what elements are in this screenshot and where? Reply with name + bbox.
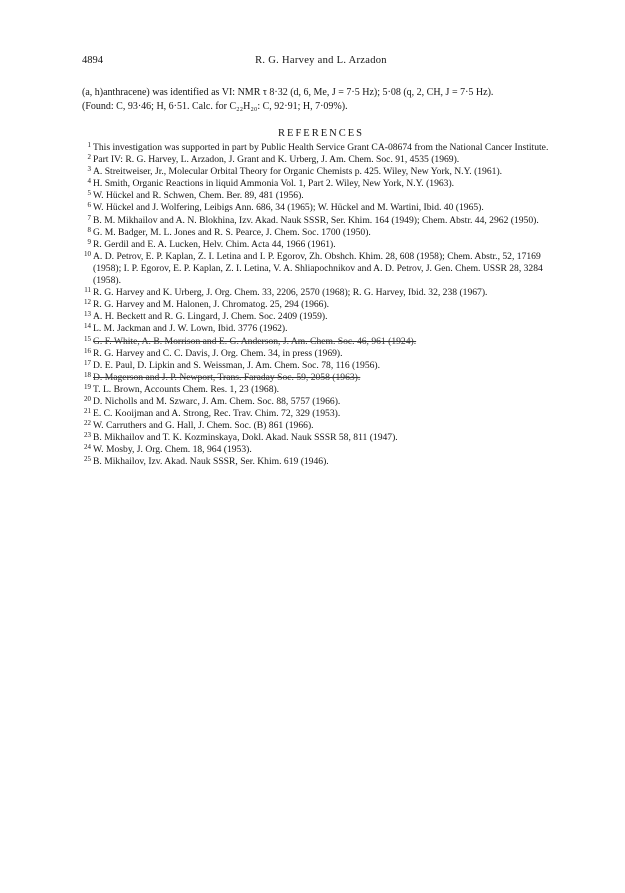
reference-text: B. Mikhailov and T. K. Kozminskaya, Dokl. Akad. Nauk SSSR 58, 811 (1947). xyxy=(93,432,398,444)
intro-paragraph xyxy=(82,86,560,114)
reference-number: 18 xyxy=(84,370,91,379)
references-heading: REFERENCES xyxy=(278,128,364,139)
reference-number: 1 xyxy=(87,141,91,149)
reference-text: R. G. Harvey and M. Halonen, J. Chromatog. 25, 294 (1966). xyxy=(93,299,330,311)
reference-number: 3 xyxy=(87,165,91,174)
reference-text: W. Hückel and J. Wolfering, Leibigs Ann. 686, 34 (1965); W. Hückel and M. Wartini, Ibid. 40 (1965). xyxy=(93,202,484,214)
reference-item xyxy=(80,251,562,287)
reference-item xyxy=(80,420,562,432)
reference-text: A. D. Petrov, E. P. Kaplan, Z. I. Letina and I. P. Egorov, Zh. Obshch. Khim. 28, 608 (1958); Chem. Abstr., 52, 17169 (1958); I. P. Egorov, E. P. Kaplan, Z. I. Letina, V. A. Shliapochnikov and A. D. Petrov, J. Gen. Chem. USSR 28, 3284 (1958). xyxy=(93,250,543,287)
reference-number: 2 xyxy=(87,153,91,162)
reference-item xyxy=(80,432,562,444)
reference-number: 4 xyxy=(87,177,91,186)
reference-text: H. Smith, Organic Reactions in liquid Ammonia Vol. 1, Part 2. Wiley, New York, N.Y. (1963). xyxy=(93,178,455,190)
reference-item xyxy=(80,348,562,360)
reference-text: W. Hückel and R. Schwen, Chem. Ber. 89, 481 (1956). xyxy=(93,190,304,202)
reference-text: A. H. Beckett and R. G. Lingard, J. Chem. Soc. 2409 (1959). xyxy=(93,311,328,323)
reference-item xyxy=(80,336,562,348)
reference-number: 12 xyxy=(84,298,91,307)
reference-item xyxy=(80,360,562,372)
reference-item xyxy=(80,323,562,335)
reference-item xyxy=(80,154,562,166)
reference-text: This investigation was supported in part by Public Health Service Grant CA-08674 from the National Cancer Institute. xyxy=(93,142,549,153)
reference-item xyxy=(80,190,562,202)
reference-number: 15 xyxy=(84,334,91,343)
reference-item xyxy=(80,299,562,311)
reference-text: A. Streitweiser, Jr., Molecular Orbital Theory for Organic Chemists p. 425. Wiley, New York, N.Y. (1961). xyxy=(93,166,503,178)
intro-line: (a, h)anthracene) was identified as VI: NMR τ 8·32 (d, 6, Me, J = 7·5 Hz); 5·08 (q, 2, CH, J = 7·5 Hz). xyxy=(82,87,494,98)
page-number: 4894 xyxy=(82,55,103,66)
reference-text: T. L. Brown, Accounts Chem. Res. 1, 23 (1968). xyxy=(93,383,280,395)
reference-text: B. M. Mikhailov and A. N. Blokhina, Izv. Akad. Nauk SSSR, Ser. Khim. 164 (1949); Chem. Abstr. 44, 2962 (1950). xyxy=(93,214,539,226)
reference-item xyxy=(80,142,562,154)
reference-text: G. F. White, A. B. Morrison and E. G. Anderson, J. Am. Chem. Soc. 46, 961 (1924). xyxy=(93,335,417,347)
reference-item xyxy=(80,396,562,408)
reference-number: 23 xyxy=(84,431,91,440)
reference-number: 5 xyxy=(87,189,91,198)
reference-number: 16 xyxy=(84,346,91,355)
reference-number: 13 xyxy=(84,310,91,319)
reference-number: 20 xyxy=(84,394,91,403)
reference-number: 21 xyxy=(84,407,91,416)
reference-number: 6 xyxy=(87,201,91,210)
reference-text: Part IV: R. G. Harvey, L. Arzadon, J. Grant and K. Urberg, J. Am. Chem. Soc. 91, 4535 (1969). xyxy=(93,154,460,166)
running-head: R. G. Harvey and L. Arzadon xyxy=(255,55,387,66)
reference-text: R. G. Harvey and C. C. Davis, J. Org. Chem. 34, in press (1969). xyxy=(93,347,343,359)
page-header xyxy=(82,55,560,69)
reference-number: 11 xyxy=(84,286,91,295)
intro-line: (Found: C, 93·46; H, 6·51. Calc. for C₂₂H₂₀: C, 92·91; H, 7·09%). xyxy=(82,101,348,112)
reference-item xyxy=(80,178,562,190)
reference-item xyxy=(80,239,562,251)
reference-item xyxy=(80,408,562,420)
reference-text: W. Carruthers and G. Hall, J. Chem. Soc. (B) 861 (1966). xyxy=(93,420,314,432)
reference-text: D. E. Paul, D. Lipkin and S. Weissman, J. Am. Chem. Soc. 78, 116 (1956). xyxy=(93,359,381,371)
reference-number: 24 xyxy=(84,443,91,452)
reference-text: D. Magerson and J. P. Newport, Trans. Faraday Soc. 59, 2058 (1963). xyxy=(93,371,361,383)
reference-item xyxy=(80,287,562,299)
reference-item xyxy=(80,444,562,456)
reference-item xyxy=(80,166,562,178)
reference-number: 9 xyxy=(87,237,91,246)
reference-text: G. M. Badger, M. L. Jones and R. S. Pearce, J. Chem. Soc. 1700 (1950). xyxy=(93,226,371,238)
reference-number: 22 xyxy=(84,419,91,428)
reference-text: B. Mikhailov, Izv. Akad. Nauk SSSR, Ser. Khim. 619 (1946). xyxy=(93,456,329,468)
reference-item xyxy=(80,456,562,468)
reference-text: R. G. Harvey and K. Urberg, J. Org. Chem. 33, 2206, 2570 (1968); R. G. Harvey, Ibid. 32, 238 (1967). xyxy=(93,287,488,299)
reference-text: E. C. Kooijman and A. Strong, Rec. Trav. Chim. 72, 329 (1953). xyxy=(93,408,341,420)
reference-item xyxy=(80,202,562,214)
reference-number: 14 xyxy=(84,322,91,331)
reference-number: 8 xyxy=(87,225,91,234)
reference-number: 25 xyxy=(84,455,91,464)
reference-number: 7 xyxy=(87,213,91,222)
reference-text: D. Nicholls and M. Szwarc, J. Am. Chem. Soc. 88, 5757 (1966). xyxy=(93,395,341,407)
reference-item xyxy=(80,311,562,323)
reference-number: 19 xyxy=(84,382,91,391)
reference-item xyxy=(80,372,562,384)
reference-item xyxy=(80,215,562,227)
references-list xyxy=(80,142,562,469)
reference-text: W. Mosby, J. Org. Chem. 18, 964 (1953). xyxy=(93,444,252,456)
reference-text: R. Gerdil and E. A. Lucken, Helv. Chim. Acta 44, 1966 (1961). xyxy=(93,238,336,250)
reference-number: 17 xyxy=(84,358,91,367)
reference-number: 10 xyxy=(84,249,91,258)
reference-item xyxy=(80,384,562,396)
reference-text: L. M. Jackman and J. W. Lown, Ibid. 3776 (1962). xyxy=(93,323,288,335)
reference-item xyxy=(80,227,562,239)
